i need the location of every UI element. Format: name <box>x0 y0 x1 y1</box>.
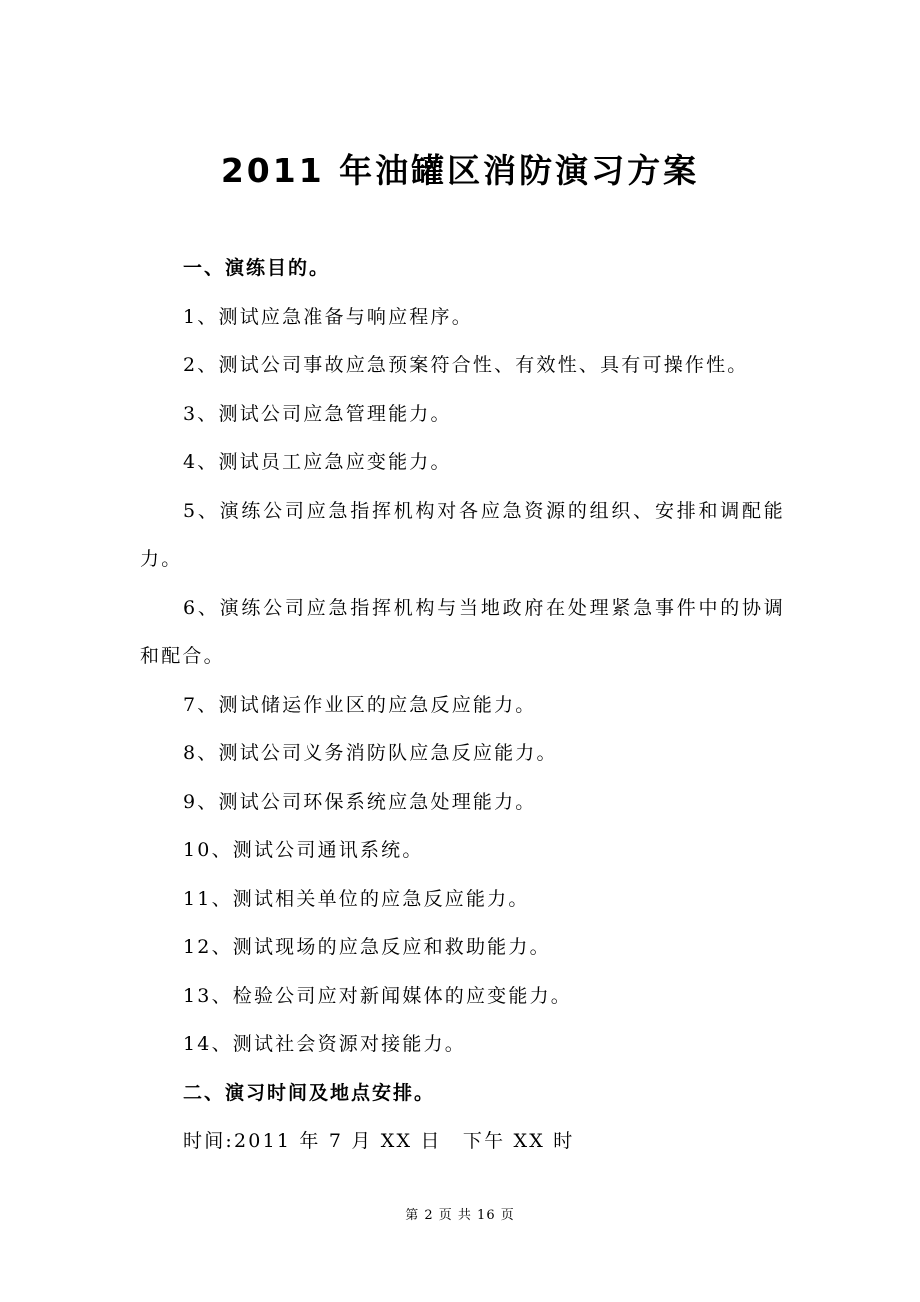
list-item: 12、测试现场的应急反应和救助能力。 <box>183 936 551 958</box>
list-item: 8、测试公司义务消防队应急反应能力。 <box>183 742 558 764</box>
list-item: 14、测试社会资源对接能力。 <box>183 1033 466 1055</box>
document-body <box>140 244 785 1166</box>
time-line: 时间:2011 年 7 月 XX 日 下午 XX 时 <box>183 1130 575 1152</box>
list-item: 1、测试应急准备与响应程序。 <box>183 305 473 328</box>
document-title: 2011 年油罐区消防演习方案 <box>220 151 700 190</box>
section-heading-schedule: 二、演习时间及地点安排。 <box>183 1081 436 1104</box>
list-item: 2、测试公司事故应急预案符合性、有效性、具有可操作性。 <box>183 354 749 376</box>
section-heading-purpose: 一、演练目的。 <box>183 257 331 279</box>
list-item: 11、测试相关单位的应急反应能力。 <box>183 887 530 910</box>
list-item: 3、测试公司应急管理能力。 <box>183 402 452 425</box>
page-number-footer: 第 2 页 共 16 页 <box>405 1208 515 1223</box>
list-item: 7、测试储运作业区的应急反应能力。 <box>183 693 537 716</box>
list-item: 10、测试公司通讯系统。 <box>183 839 424 861</box>
list-item: 4、测试员工应急应变能力。 <box>183 451 452 473</box>
list-item: 5、演练公司应急指挥机构对各应急资源的组织、安排和调配能力。 <box>140 499 785 570</box>
list-item: 9、测试公司环保系统应急处理能力。 <box>183 790 537 813</box>
list-item: 6、演练公司应急指挥机构与当地政府在处理紧急事件中的协调和配合。 <box>140 596 785 667</box>
list-item: 13、检验公司应对新闻媒体的应变能力。 <box>183 984 572 1007</box>
